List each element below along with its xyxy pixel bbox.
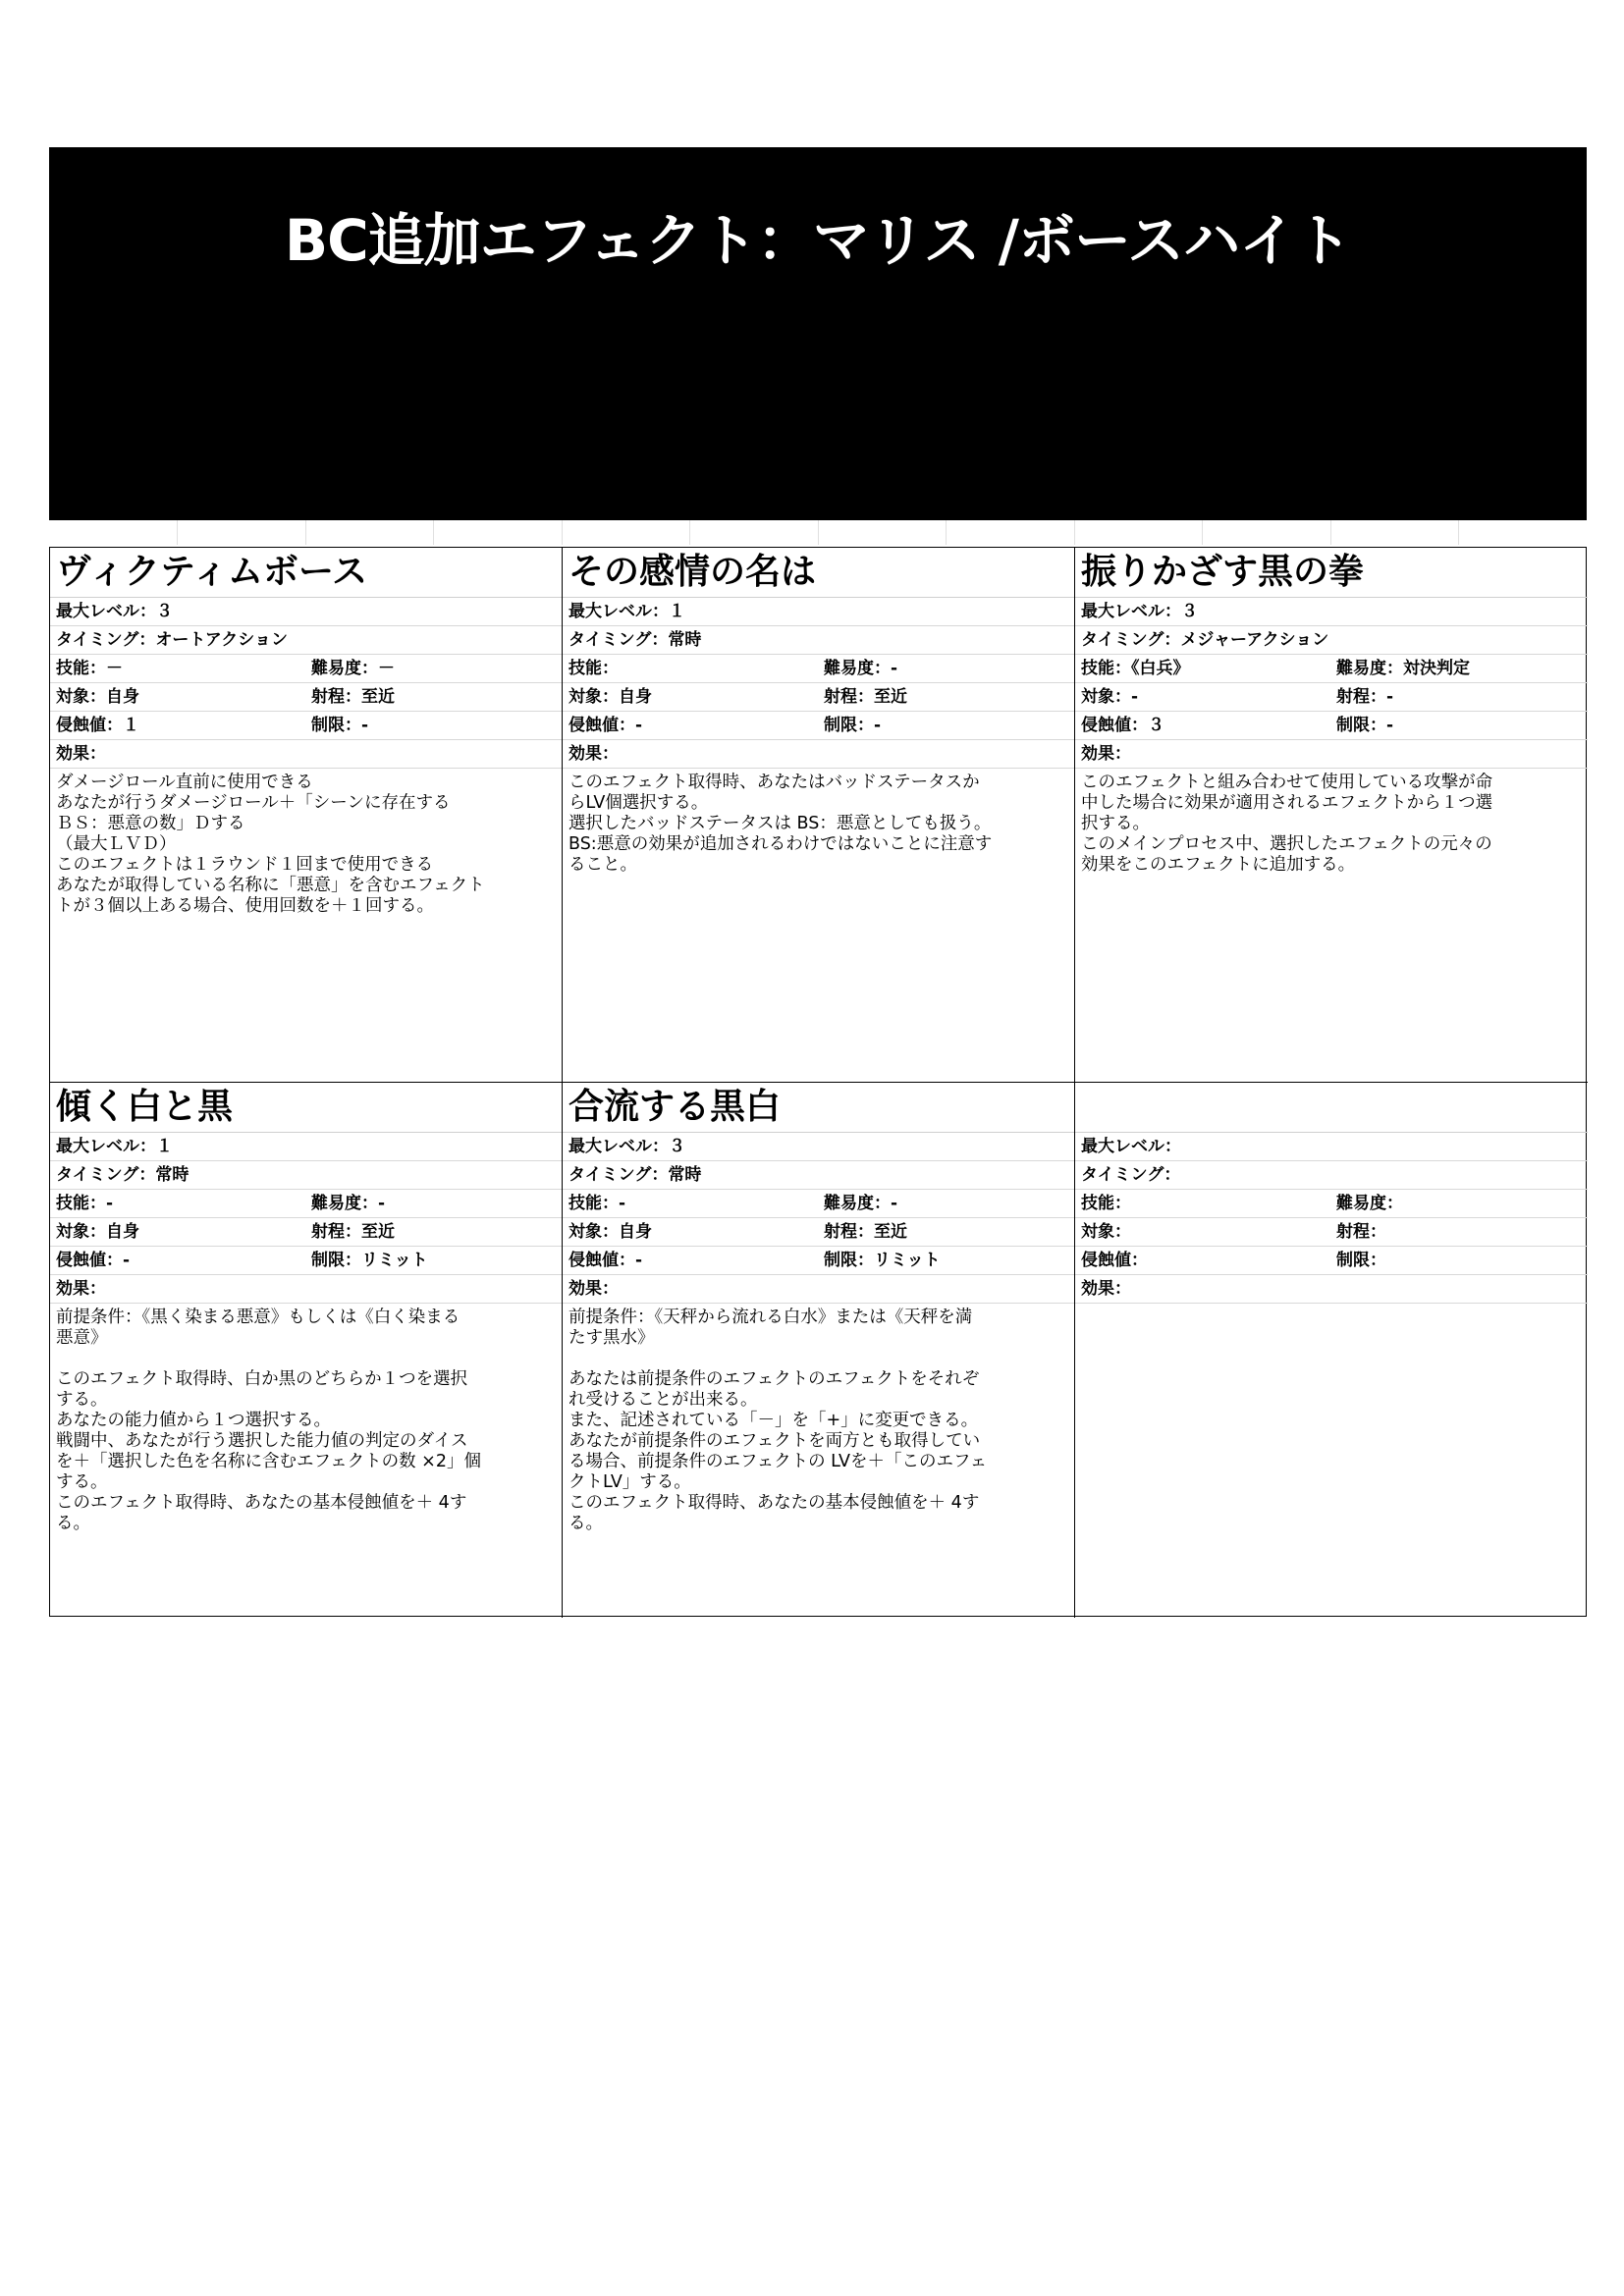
timing: タイミング：常時 xyxy=(56,1165,189,1185)
effect-name: 傾く白と黒 xyxy=(50,1083,562,1133)
limit: 制限：- xyxy=(1336,716,1394,735)
difficulty: 難易度：- xyxy=(311,1194,386,1213)
difficulty: 難易度：－ xyxy=(311,659,395,678)
effect-card-blank xyxy=(1075,1083,1588,1618)
max-level-row xyxy=(1075,598,1588,626)
page-title: BC追加エフェクト：マリス /ボースハイト xyxy=(284,207,1352,274)
timing-row xyxy=(563,1161,1074,1190)
spacer-grid-row xyxy=(49,520,1587,545)
effect-text xyxy=(1075,1304,1588,1311)
effect-card xyxy=(1075,548,1588,1083)
effect-label: 効果： xyxy=(568,744,619,764)
timing: タイミング： xyxy=(1081,1165,1181,1185)
skill-row xyxy=(1075,1190,1588,1218)
max-level-row xyxy=(563,1133,1074,1161)
target: 対象：自身 xyxy=(568,687,652,707)
skill: 技能：－ xyxy=(56,659,123,678)
target: 対象： xyxy=(1081,1222,1131,1242)
skill-row xyxy=(563,1190,1074,1218)
max-level-row xyxy=(563,598,1074,626)
effect-name: その感情の名は xyxy=(563,548,1074,598)
target: 対象：自身 xyxy=(568,1222,652,1242)
erosion: 侵蝕値：- xyxy=(56,1251,131,1270)
effect-card xyxy=(563,548,1075,1083)
target-row xyxy=(50,683,562,712)
skill: 技能：《白兵》 xyxy=(1081,659,1190,678)
effect-name: 振りかざす黒の拳 xyxy=(1075,548,1588,598)
max-level-row xyxy=(50,1133,562,1161)
erosion: 侵蝕値：１ xyxy=(56,716,139,735)
timing-row xyxy=(50,626,562,655)
effect-card xyxy=(563,1083,1075,1618)
difficulty: 難易度：対決判定 xyxy=(1336,659,1470,678)
max-level-row xyxy=(1075,1133,1588,1161)
target-row xyxy=(563,683,1074,712)
skill-row xyxy=(50,655,562,683)
timing-row xyxy=(563,626,1074,655)
erosion: 侵蝕値：- xyxy=(568,716,643,735)
target-row xyxy=(1075,683,1588,712)
max-level: 最大レベル：１ xyxy=(568,602,685,621)
target-row xyxy=(563,1218,1074,1247)
skill: 技能：- xyxy=(56,1194,114,1213)
effect-card xyxy=(50,548,563,1083)
limit: 制限：リミット xyxy=(824,1251,941,1270)
skill-row xyxy=(50,1190,562,1218)
effect-text: このエフェクトと組み合わせて使用している攻撃が命 中した場合に効果が適用されるエフェクトから１つ選 択する。 このメインプロセス中、選択したエフェクトの元々の 効果をこのエフェクトに追加する。 xyxy=(1081,773,1493,875)
skill: 技能： xyxy=(568,659,619,678)
erosion-row xyxy=(50,712,562,740)
skill: 技能： xyxy=(1081,1194,1131,1213)
range: 射程：至近 xyxy=(311,687,395,707)
skill-row xyxy=(1075,655,1588,683)
effect-label-row xyxy=(563,740,1074,769)
difficulty: 難易度：- xyxy=(824,1194,898,1213)
effect-label-row xyxy=(50,740,562,769)
skill: 技能：- xyxy=(568,1194,626,1213)
range: 射程： xyxy=(1336,1222,1386,1242)
erosion-row xyxy=(1075,1247,1588,1275)
effect-text: このエフェクト取得時、あなたはバッドステータスか らLV個選択する。 選択したバッドステータスは BS：悪意としても扱う。 BS:悪意の効果が追加されるわけではないことに注意す ること。 xyxy=(568,773,993,875)
effect-label-row xyxy=(50,1275,562,1304)
range: 射程：至近 xyxy=(824,687,907,707)
max-level: 最大レベル：１ xyxy=(56,1137,173,1156)
range: 射程：至近 xyxy=(311,1222,395,1242)
erosion: 侵蝕値：３ xyxy=(1081,716,1164,735)
erosion-row xyxy=(50,1247,562,1275)
target-row xyxy=(50,1218,562,1247)
erosion-row xyxy=(563,1247,1074,1275)
effect-text: 前提条件：《黒く染まる悪意》もしくは《白く染まる 悪意》 このエフェクト取得時、白か黒のどちらか１つを選択 する。 あなたの能力値から１つ選択する。 戦闘中、あなたが行う選択した能力値の判定のダイス を＋「選択した色を名称に含むエフェクトの数 ×2」個 する。 このエフェクト取得時、あなたの基本侵蝕値を＋ 4す る。 xyxy=(56,1308,481,1533)
effect-label-row xyxy=(1075,1275,1588,1304)
max-level: 最大レベル： xyxy=(1081,1137,1181,1156)
effect-text: ダメージロール直前に使用できる あなたが行うダメージロール＋「シーンに存在する ＢＳ：悪意の数」Ｄする （最大ＬＶＤ） このエフェクトは１ラウンド１回まで使用できる あなたが取得している名称に「悪意」を含むエフェクト トが３個以上ある場合、使用回数を＋１回する。 xyxy=(56,773,485,916)
effect-label: 効果： xyxy=(1081,744,1131,764)
erosion-row xyxy=(1075,712,1588,740)
target-row xyxy=(1075,1218,1588,1247)
max-level-row xyxy=(50,598,562,626)
max-level: 最大レベル：３ xyxy=(1081,602,1198,621)
limit: 制限：リミット xyxy=(311,1251,428,1270)
effect-text: 前提条件：《天秤から流れる白水》または《天秤を満 たす黒水》 あなたは前提条件のエフェクトのエフェクトをそれぞ れ受けることが出来る。 また、記述されている「－」を「+」に変更できる。 あなたが前提条件のエフェクトを両方とも取得してい る場合、前提条件のエフェクトの LVを＋「このエフェ クトLV」する。 このエフェクト取得時、あなたの基本侵蝕値を＋ 4す る。 xyxy=(568,1308,988,1533)
effect-label-row xyxy=(563,1275,1074,1304)
difficulty: 難易度：- xyxy=(824,659,898,678)
range: 射程：- xyxy=(1336,687,1394,707)
target: 対象：自身 xyxy=(56,687,139,707)
erosion-row xyxy=(563,712,1074,740)
timing: タイミング：常時 xyxy=(568,630,702,650)
range: 射程：至近 xyxy=(824,1222,907,1242)
max-level: 最大レベル：３ xyxy=(568,1137,685,1156)
erosion: 侵蝕値：- xyxy=(568,1251,643,1270)
effect-label: 効果： xyxy=(56,744,106,764)
effect-card xyxy=(50,1083,563,1618)
effect-name xyxy=(1075,1083,1588,1133)
title-banner xyxy=(49,147,1587,520)
limit: 制限：- xyxy=(311,716,369,735)
timing-row xyxy=(1075,626,1588,655)
effect-label: 効果： xyxy=(1081,1279,1131,1299)
timing-row xyxy=(1075,1161,1588,1190)
max-level: 最大レベル：３ xyxy=(56,602,173,621)
effect-label-row xyxy=(1075,740,1588,769)
effect-cards-grid xyxy=(49,547,1587,1617)
effect-name: 合流する黒白 xyxy=(563,1083,1074,1133)
timing: タイミング：メジャーアクション xyxy=(1081,630,1329,650)
target: 対象：- xyxy=(1081,687,1139,707)
skill-row xyxy=(563,655,1074,683)
limit: 制限： xyxy=(1336,1251,1386,1270)
effect-name: ヴィクティムボース xyxy=(50,548,562,598)
difficulty: 難易度： xyxy=(1336,1194,1403,1213)
timing: タイミング：常時 xyxy=(568,1165,702,1185)
timing: タイミング：オートアクション xyxy=(56,630,288,650)
timing-row xyxy=(50,1161,562,1190)
effect-label: 効果： xyxy=(56,1279,106,1299)
erosion: 侵蝕値： xyxy=(1081,1251,1148,1270)
effect-label: 効果： xyxy=(568,1279,619,1299)
limit: 制限：- xyxy=(824,716,882,735)
target: 対象：自身 xyxy=(56,1222,139,1242)
